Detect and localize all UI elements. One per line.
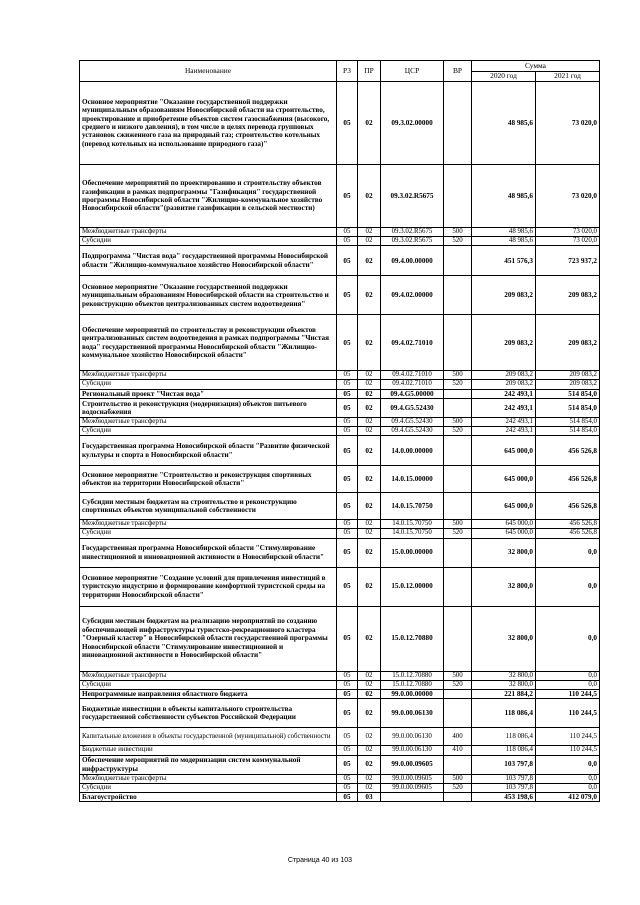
cell-name: Основное мероприятие "Оказание государственной поддержки муниципальным образованиям Новосибирской области на строительство, проектирование и приобретение объектов систем газоснабжения (высокого, среднего и низкого давления), в том числе в целях перевода групповых установок сжиженного газа на природный газ; строительство котельных (перевод котельных на использование природного газа)" [80, 82, 337, 165]
cell-vr: 520 [444, 529, 472, 538]
header-vr: ВР [444, 61, 472, 82]
table-row [80, 774, 600, 783]
cell-y2021: 73 020,0 [536, 228, 600, 237]
cell-vr [444, 606, 472, 671]
table-row [80, 228, 600, 237]
cell-name: Региональный проект "Чистая вода" [80, 389, 337, 398]
cell-y2020: 118 086,4 [472, 746, 536, 755]
cell-csr: 14.0.15.00000 [381, 466, 444, 493]
cell-name: Межбюджетные трансферты [80, 774, 337, 783]
cell-y2020: 645 000,0 [472, 493, 536, 520]
cell-vr [444, 755, 472, 774]
table-row [80, 728, 600, 746]
table-row [80, 671, 600, 680]
cell-pr: 02 [358, 680, 381, 689]
budget-table [79, 60, 600, 802]
cell-csr: 99.0.00.09605 [381, 774, 444, 783]
cell-pr: 02 [358, 774, 381, 783]
cell-vr: 500 [444, 371, 472, 380]
cell-y2020: 48 985,6 [472, 228, 536, 237]
cell-pr: 02 [358, 493, 381, 520]
cell-vr [444, 466, 472, 493]
cell-y2020: 118 086,4 [472, 728, 536, 746]
cell-name: Межбюджетные трансферты [80, 520, 337, 529]
header-csr: ЦСР [381, 61, 444, 82]
cell-csr [381, 792, 444, 801]
cell-pr: 02 [358, 228, 381, 237]
cell-y2021: 110 244,5 [536, 699, 600, 728]
cell-pr: 02 [358, 606, 381, 671]
table-row [80, 246, 600, 276]
cell-y2021: 0,0 [536, 783, 600, 792]
cell-pr: 02 [358, 380, 381, 389]
cell-y2020: 32 800,0 [472, 567, 536, 606]
cell-pr: 02 [358, 538, 381, 567]
cell-rz: 05 [337, 315, 358, 371]
cell-pr: 02 [358, 276, 381, 315]
cell-name: Субсидии [80, 237, 337, 246]
table-row [80, 165, 600, 228]
cell-pr: 02 [358, 466, 381, 493]
cell-csr: 99.0.00.00000 [381, 689, 444, 698]
cell-y2021: 0,0 [536, 567, 600, 606]
cell-y2021: 0,0 [536, 774, 600, 783]
cell-y2020: 209 083,2 [472, 315, 536, 371]
cell-y2021: 209 083,2 [536, 276, 600, 315]
table-row [80, 783, 600, 792]
cell-y2020: 451 576,3 [472, 246, 536, 276]
cell-pr: 02 [358, 699, 381, 728]
cell-y2021: 0,0 [536, 538, 600, 567]
cell-name: Обеспечение мероприятий по строительству и реконструкции объектов централизованных систем водоотведения в рамках подпрограммы "Чистая вода" государственной программы Новосибирской области "Жилищно-коммунальное хозяйство Новосибирской области" [80, 315, 337, 371]
cell-rz: 05 [337, 755, 358, 774]
cell-csr: 15.0.12.00000 [381, 567, 444, 606]
cell-rz: 05 [337, 746, 358, 755]
cell-name: Капитальные вложения в объекты государственной (муниципальной) собственности [80, 728, 337, 746]
cell-y2020: 209 083,2 [472, 276, 536, 315]
table-row [80, 699, 600, 728]
table-row [80, 755, 600, 774]
header-sum: Сумма [472, 61, 600, 72]
cell-pr: 02 [358, 783, 381, 792]
cell-name: Государственная программа Новосибирской области "Стимулирование инвестиционной и инновационной активности в Новосибирской области" [80, 538, 337, 567]
header-rz: РЗ [337, 61, 358, 82]
cell-rz: 05 [337, 689, 358, 698]
cell-csr: 09.3.02.R5675 [381, 165, 444, 228]
table-row [80, 746, 600, 755]
cell-rz: 05 [337, 567, 358, 606]
cell-rz: 05 [337, 389, 358, 398]
cell-vr [444, 699, 472, 728]
cell-pr: 02 [358, 520, 381, 529]
cell-name: Межбюджетные трансферты [80, 371, 337, 380]
cell-rz: 05 [337, 380, 358, 389]
cell-y2021: 209 083,2 [536, 371, 600, 380]
cell-csr: 15.0.00.00000 [381, 538, 444, 567]
cell-rz: 05 [337, 728, 358, 746]
cell-y2020: 103 797,8 [472, 774, 536, 783]
cell-csr: 14.0.15.70750 [381, 493, 444, 520]
cell-rz: 05 [337, 538, 358, 567]
table-row [80, 680, 600, 689]
cell-vr [444, 436, 472, 466]
cell-name: Межбюджетные трансферты [80, 671, 337, 680]
header-2021: 2021 год [536, 72, 600, 82]
table-row [80, 689, 600, 698]
table-row [80, 466, 600, 493]
cell-rz: 05 [337, 680, 358, 689]
cell-vr: 520 [444, 380, 472, 389]
cell-rz: 05 [337, 529, 358, 538]
cell-name: Основное мероприятие "Оказание государственной поддержки муниципальным образованиям Новосибирской области на строительство и реконструкцию объектов централизованных систем водоотведения" [80, 276, 337, 315]
cell-y2021: 0,0 [536, 680, 600, 689]
header-2020: 2020 год [472, 72, 536, 82]
cell-pr: 02 [358, 389, 381, 398]
cell-csr: 09.4.02.71010 [381, 380, 444, 389]
table-row [80, 276, 600, 315]
cell-csr: 09.4.00.00000 [381, 246, 444, 276]
cell-rz: 05 [337, 427, 358, 436]
cell-rz: 05 [337, 371, 358, 380]
cell-vr [444, 493, 472, 520]
cell-y2021: 110 244,5 [536, 746, 600, 755]
cell-pr: 03 [358, 792, 381, 801]
cell-rz: 05 [337, 418, 358, 427]
cell-rz: 05 [337, 246, 358, 276]
cell-rz: 05 [337, 237, 358, 246]
table-row [80, 315, 600, 371]
cell-name: Благоустройство [80, 792, 337, 801]
cell-pr: 02 [358, 746, 381, 755]
cell-name: Межбюджетные трансферты [80, 228, 337, 237]
cell-pr: 02 [358, 567, 381, 606]
cell-y2021: 209 083,2 [536, 380, 600, 389]
header-name: Наименование [80, 61, 337, 82]
cell-csr: 09.4.02.71010 [381, 315, 444, 371]
cell-y2020: 221 884,2 [472, 689, 536, 698]
cell-csr: 99.0.00.06130 [381, 728, 444, 746]
cell-vr: 500 [444, 671, 472, 680]
cell-y2021: 514 854,0 [536, 399, 600, 418]
cell-vr: 500 [444, 418, 472, 427]
cell-y2020: 32 800,0 [472, 680, 536, 689]
header-pr: ПР [358, 61, 381, 82]
cell-pr: 02 [358, 165, 381, 228]
cell-name: Обеспечение мероприятий по модернизации систем коммунальной инфраструктуры [80, 755, 337, 774]
cell-pr: 02 [358, 418, 381, 427]
cell-rz: 05 [337, 493, 358, 520]
cell-pr: 02 [358, 755, 381, 774]
cell-vr: 500 [444, 774, 472, 783]
cell-vr [444, 389, 472, 398]
cell-y2021: 456 526,8 [536, 436, 600, 466]
cell-vr: 410 [444, 746, 472, 755]
cell-y2021: 110 244,5 [536, 689, 600, 698]
cell-csr: 99.0.00.06130 [381, 699, 444, 728]
cell-y2021: 456 526,8 [536, 466, 600, 493]
cell-y2020: 32 800,0 [472, 538, 536, 567]
cell-name: Субсидии [80, 529, 337, 538]
cell-name: Государственная программа Новосибирской области "Развитие физической культуры и спорта в Новосибирской области" [80, 436, 337, 466]
cell-rz: 05 [337, 165, 358, 228]
cell-pr: 02 [358, 671, 381, 680]
cell-y2021: 456 526,8 [536, 520, 600, 529]
cell-pr: 02 [358, 246, 381, 276]
cell-vr [444, 246, 472, 276]
cell-name: Субсидии местным бюджетам на строительство и реконструкцию спортивных объектов муниципальной собственности [80, 493, 337, 520]
cell-pr: 02 [358, 436, 381, 466]
cell-y2020: 118 086,4 [472, 699, 536, 728]
cell-pr: 02 [358, 399, 381, 418]
cell-name: Основное мероприятие "Строительство и реконструкция спортивных объектов на территории Новосибирской области" [80, 466, 337, 493]
cell-vr [444, 276, 472, 315]
cell-vr: 500 [444, 520, 472, 529]
cell-rz: 05 [337, 466, 358, 493]
cell-pr: 02 [358, 237, 381, 246]
table-row [80, 427, 600, 436]
cell-vr [444, 792, 472, 801]
cell-rz: 05 [337, 82, 358, 165]
cell-vr [444, 315, 472, 371]
cell-y2020: 645 000,0 [472, 529, 536, 538]
cell-y2020: 242 493,1 [472, 389, 536, 398]
cell-y2020: 48 985,6 [472, 82, 536, 165]
cell-y2021: 456 526,8 [536, 493, 600, 520]
cell-vr: 520 [444, 783, 472, 792]
cell-rz: 05 [337, 436, 358, 466]
cell-y2021: 0,0 [536, 606, 600, 671]
cell-y2020: 242 493,1 [472, 427, 536, 436]
cell-name: Основное мероприятие "Создание условий для привлечения инвестиций в туристскую индустрию и формирование комфортной туристской среды на территории Новосибирской области" [80, 567, 337, 606]
cell-name: Подпрограмма "Чистая вода" государственной программы Новосибирской области "Жилищно-коммунальное хозяйство Новосибирской области" [80, 246, 337, 276]
table-row [80, 567, 600, 606]
cell-y2021: 0,0 [536, 671, 600, 680]
cell-vr: 520 [444, 427, 472, 436]
cell-csr: 15.0.12.70880 [381, 680, 444, 689]
cell-y2020: 48 985,6 [472, 165, 536, 228]
cell-y2021: 412 079,0 [536, 792, 600, 801]
table-row [80, 520, 600, 529]
table-row [80, 436, 600, 466]
cell-y2020: 645 000,0 [472, 466, 536, 493]
cell-pr: 02 [358, 728, 381, 746]
table-row [80, 380, 600, 389]
table-row [80, 493, 600, 520]
cell-csr: 09.4.G5.00000 [381, 389, 444, 398]
cell-rz: 05 [337, 792, 358, 801]
cell-csr: 09.4.G5.52430 [381, 418, 444, 427]
cell-rz: 05 [337, 783, 358, 792]
cell-y2020: 645 000,0 [472, 520, 536, 529]
cell-vr [444, 538, 472, 567]
cell-y2021: 0,0 [536, 755, 600, 774]
cell-rz: 05 [337, 699, 358, 728]
cell-vr: 500 [444, 228, 472, 237]
cell-y2020: 32 800,0 [472, 671, 536, 680]
cell-y2020: 453 198,6 [472, 792, 536, 801]
cell-name: Строительство и реконструкция (модернизация) объектов питьевого водоснабжения [80, 399, 337, 418]
cell-y2021: 110 244,5 [536, 728, 600, 746]
table-body [80, 82, 600, 802]
cell-rz: 05 [337, 606, 358, 671]
cell-y2021: 73 020,0 [536, 165, 600, 228]
cell-rz: 05 [337, 228, 358, 237]
document-page [79, 60, 599, 802]
cell-y2020: 209 083,2 [472, 380, 536, 389]
cell-rz: 05 [337, 671, 358, 680]
cell-rz: 05 [337, 276, 358, 315]
cell-csr: 09.4.02.71010 [381, 371, 444, 380]
table-row [80, 418, 600, 427]
cell-name: Субсидии местным бюджетам на реализацию мероприятий по созданию обеспечивающей инфраструктуры туристско-рекреационного кластера "Озерный кластер" в Новосибирской области государственной программы Новосибирской области "Стимулирование инвестиционной и инновационной активности в Новосибирской области" [80, 606, 337, 671]
cell-pr: 02 [358, 689, 381, 698]
cell-rz: 05 [337, 399, 358, 418]
cell-y2020: 32 800,0 [472, 606, 536, 671]
cell-rz: 05 [337, 520, 358, 529]
cell-csr: 14.0.15.70750 [381, 529, 444, 538]
cell-y2021: 73 020,0 [536, 82, 600, 165]
cell-y2021: 456 526,8 [536, 529, 600, 538]
cell-csr: 09.3.02.R5675 [381, 228, 444, 237]
cell-csr: 09.4.G5.52430 [381, 427, 444, 436]
cell-pr: 02 [358, 371, 381, 380]
table-row [80, 82, 600, 165]
cell-name: Субсидии [80, 380, 337, 389]
cell-y2020: 48 985,6 [472, 237, 536, 246]
cell-y2020: 645 000,0 [472, 436, 536, 466]
table-row [80, 237, 600, 246]
table-row [80, 371, 600, 380]
cell-vr [444, 399, 472, 418]
cell-name: Субсидии [80, 427, 337, 436]
cell-y2020: 103 797,8 [472, 783, 536, 792]
cell-y2021: 73 020,0 [536, 237, 600, 246]
table-row [80, 529, 600, 538]
cell-csr: 99.0.00.09605 [381, 783, 444, 792]
cell-name: Межбюджетные трансферты [80, 418, 337, 427]
cell-vr: 520 [444, 237, 472, 246]
cell-pr: 02 [358, 315, 381, 371]
cell-y2020: 103 797,8 [472, 755, 536, 774]
cell-vr [444, 689, 472, 698]
cell-csr: 14.0.15.70750 [381, 520, 444, 529]
cell-name: Субсидии [80, 680, 337, 689]
cell-vr: 400 [444, 728, 472, 746]
cell-y2020: 242 493,1 [472, 418, 536, 427]
cell-y2021: 514 854,0 [536, 389, 600, 398]
table-row [80, 399, 600, 418]
table-row [80, 389, 600, 398]
cell-name: Непрограммные направления областного бюджета [80, 689, 337, 698]
cell-y2020: 242 493,1 [472, 399, 536, 418]
cell-csr: 09.4.02.00000 [381, 276, 444, 315]
page-number: Страница 40 из 103 [287, 857, 353, 864]
cell-csr: 09.3.02.00000 [381, 82, 444, 165]
cell-name: Бюджетные инвестиции в объекты капитального строительства государственной собственности субъектов Российской Федерации [80, 699, 337, 728]
cell-y2021: 514 854,0 [536, 418, 600, 427]
cell-csr: 15.0.12.70880 [381, 606, 444, 671]
cell-csr: 99.0.00.06130 [381, 746, 444, 755]
cell-y2021: 514 854,0 [536, 427, 600, 436]
cell-csr: 15.0.12.70880 [381, 671, 444, 680]
cell-name: Обеспечение мероприятий по проектированию и строительству объектов газификации в рамках подпрограммы "Газификация" государственной программы Новосибирской области "Жилищно-коммунальное хозяйство Новосибирской области"(развитие газификации в сельской местности) [80, 165, 337, 228]
cell-csr: 99.0.00.09605 [381, 755, 444, 774]
cell-vr [444, 82, 472, 165]
cell-vr [444, 165, 472, 228]
cell-csr: 09.3.02.R5675 [381, 237, 444, 246]
cell-name: Бюджетные инвестиции [80, 746, 337, 755]
cell-pr: 02 [358, 427, 381, 436]
cell-vr [444, 567, 472, 606]
table-row [80, 538, 600, 567]
cell-y2021: 723 937,2 [536, 246, 600, 276]
cell-y2020: 209 083,2 [472, 371, 536, 380]
cell-name: Субсидии [80, 783, 337, 792]
cell-csr: 14.0.00.00000 [381, 436, 444, 466]
table-row [80, 606, 600, 671]
cell-y2021: 209 083,2 [536, 315, 600, 371]
cell-pr: 02 [358, 82, 381, 165]
cell-pr: 02 [358, 529, 381, 538]
cell-rz: 05 [337, 774, 358, 783]
table-row [80, 792, 600, 801]
cell-vr: 520 [444, 680, 472, 689]
cell-csr: 09.4.G5.52430 [381, 399, 444, 418]
